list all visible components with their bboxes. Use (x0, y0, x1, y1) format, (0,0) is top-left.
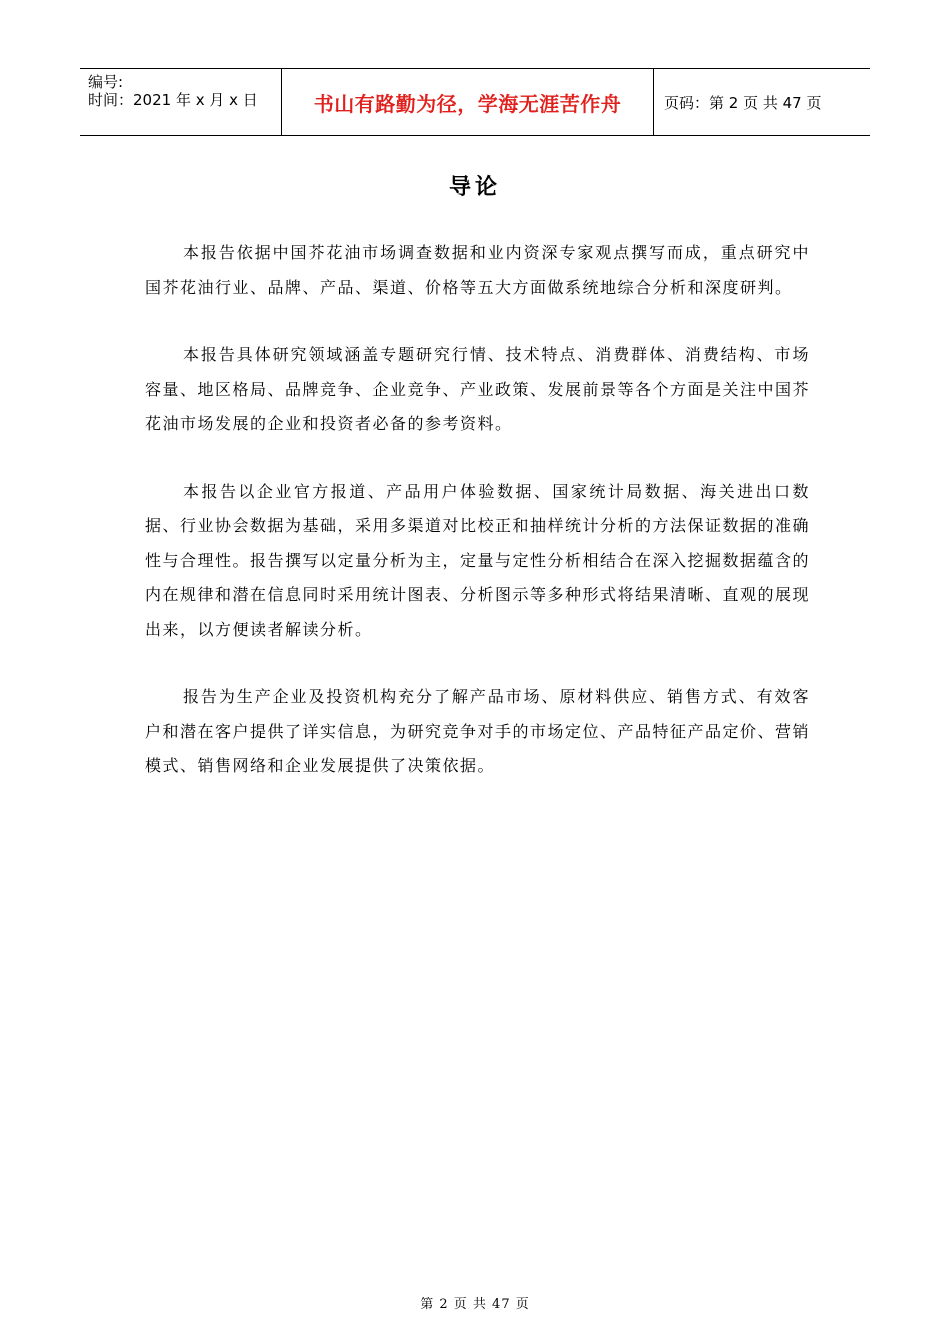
document-body (145, 236, 810, 817)
page-title: 导论 (448, 175, 501, 200)
document-header (80, 68, 870, 136)
paragraph-3: 本报告以企业官方报道、产品用户体验数据、国家统计局数据、海关进出口数据、行业协会数据为基础，采用多渠道对比校正和抽样统计分析的方法保证数据的准确性与合理性。报告撰写以定量分析为主，定量与定性分析相结合在深入挖掘数据蕴含的内在规律和潜在信息同时采用统计图表、分析图示等多种形式将结果清晰、直观的展现出来，以方便读者解读分析。 (145, 481, 811, 639)
paragraph-2: 本报告具体研究领域涵盖专题研究行情、技术特点、消费群体、消费结构、市场容量、地区格局、品牌竞争、企业竞争、产业政策、发展前景等各个方面是关注中国芥花油市场发展的企业和投资者必备的参考资料。 (145, 345, 811, 433)
header-motto: 书山有路勤为径，学海无涯苦作舟 (313, 91, 622, 116)
header-meta-cell (80, 69, 281, 135)
paragraph-1: 本报告依据中国芥花油市场调查数据和业内资深专家观点撰写而成，重点研究中国芥花油行业、品牌、产品、渠道、价格等五大方面做系统地综合分析和深度研判。 (145, 243, 810, 297)
page-footer: 第 2 页 共 47 页 (420, 1297, 530, 1312)
header-motto-cell (282, 69, 653, 135)
document-number-label: 编号: (88, 73, 124, 91)
paragraph-4: 报告为生产企业及投资机构充分了解产品市场、原材料供应、销售方式、有效客户和潜在客户提供了详实信息，为研究竞争对手的市场定位、产品特征产品定价、营销模式、销售网络和企业发展提供了决策依据。 (145, 687, 811, 775)
header-page-cell (654, 69, 870, 135)
header-page-info: 页码：第 2 页 共 47 页 (664, 93, 822, 112)
document-time-label: 时间：2021 年 x 月 x 日 (88, 91, 258, 109)
